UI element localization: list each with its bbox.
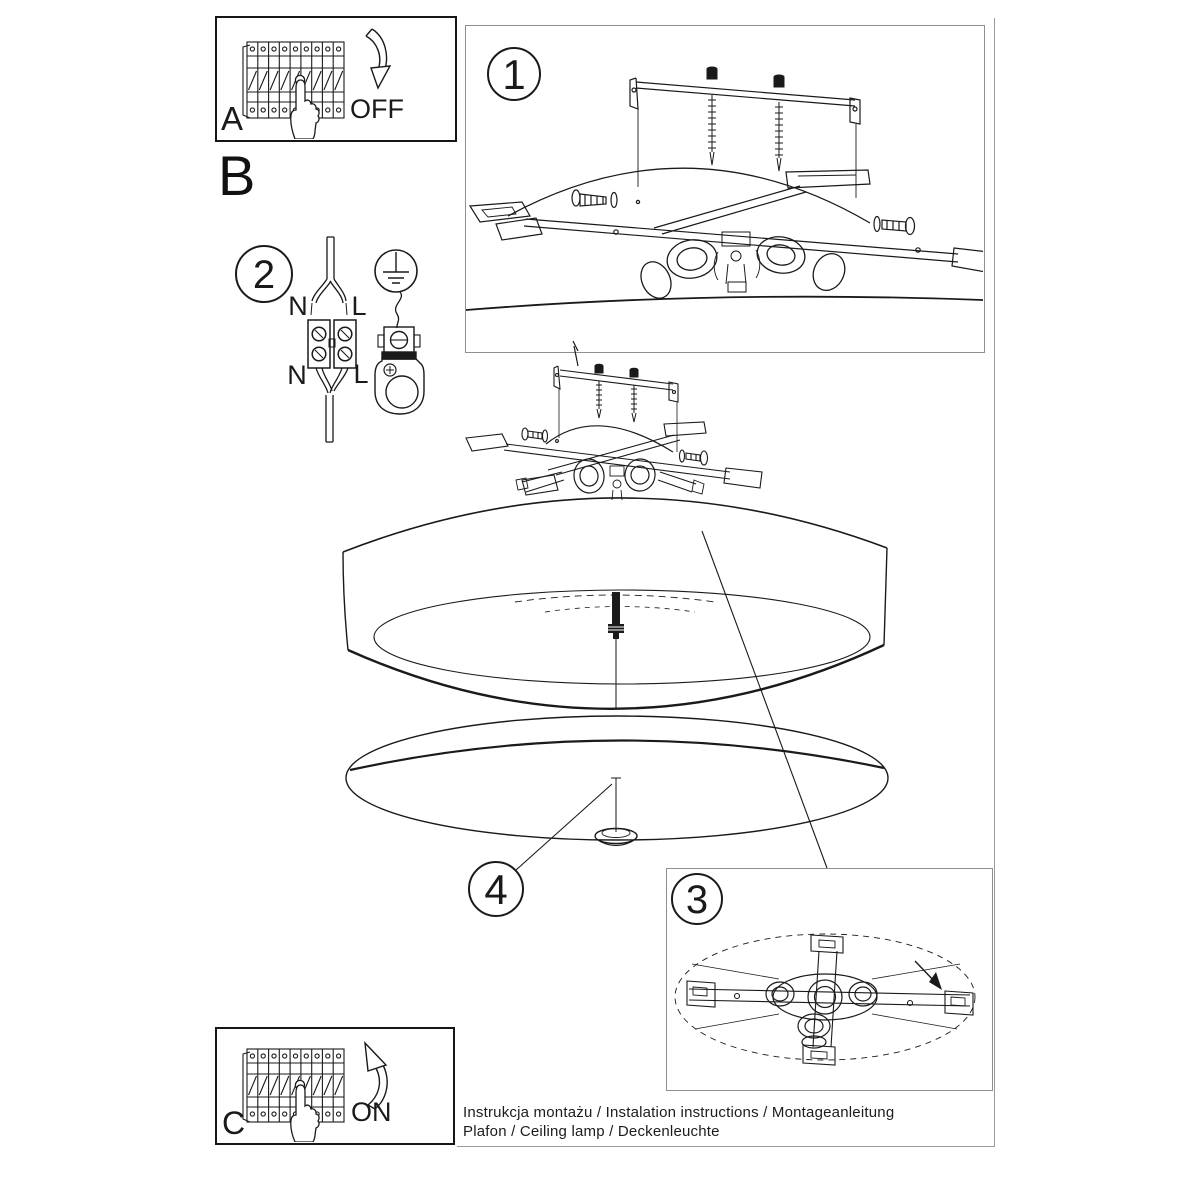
- mounting-screw-icon: [595, 364, 638, 422]
- wire-label-top-l: L: [351, 291, 367, 321]
- cross-arm-icon: [687, 935, 973, 1065]
- canopy-dome-icon: [508, 168, 870, 223]
- panel-a-label: A: [221, 100, 244, 137]
- panel-c-action-label: ON: [351, 1097, 392, 1127]
- footer-text: [463, 1103, 993, 1141]
- ground-wire-icon: [396, 292, 402, 328]
- step2-number: 2: [252, 253, 276, 297]
- panel-c-illustration: [217, 1029, 452, 1142]
- step3-number: 3: [685, 878, 709, 922]
- circuit-breaker-panel-icon: [243, 42, 344, 118]
- canopy-dome-icon: [546, 426, 673, 452]
- panel-a-action-label: OFF: [350, 94, 404, 124]
- shade-edge-arc: [466, 297, 983, 310]
- rotate-arrow-icon: [915, 961, 942, 990]
- side-screw-left-icon: [572, 190, 640, 208]
- curved-arrow-down-icon: [366, 29, 390, 88]
- step3-illustration: [667, 869, 991, 1089]
- shade-outline-dashed: [675, 934, 975, 1060]
- center-rod-icon: [608, 592, 624, 708]
- section-b-label: B: [218, 144, 256, 207]
- pointing-hand-icon: [291, 1085, 319, 1142]
- step1-number: 1: [502, 51, 526, 98]
- ceiling-bracket-icon: [630, 78, 860, 198]
- panel-c-label: C: [222, 1105, 246, 1141]
- side-screw-right-icon: [680, 450, 708, 465]
- cable-stub: [574, 346, 578, 366]
- circuit-breaker-panel-icon: [243, 1049, 344, 1122]
- panel-a-illustration: [217, 18, 454, 139]
- pointing-hand-icon: [291, 80, 319, 139]
- supply-cable-icon: [311, 237, 347, 315]
- wire-label-top-n: N: [288, 291, 308, 321]
- breaker-screws-top: [250, 1054, 340, 1058]
- panel-c-box: [215, 1027, 455, 1145]
- step4-number: 4: [484, 866, 508, 913]
- lamp-hub-icon: [766, 974, 877, 1048]
- step3-box: [666, 868, 993, 1091]
- step1-illustration: [466, 26, 983, 351]
- step4-leader-line: [516, 784, 612, 870]
- diffuser-disc-icon: [346, 716, 888, 846]
- side-screw-left-icon: [522, 428, 558, 442]
- panel-a-box: [215, 16, 457, 142]
- exploded-view-diagram: [330, 340, 890, 920]
- wire-label-bottom-n: N: [287, 360, 307, 390]
- step1-box: [465, 25, 985, 353]
- side-screw-right-icon: [874, 217, 915, 235]
- wire-label-bottom-l: L: [353, 359, 369, 389]
- footer-line-2: Plafon / Ceiling lamp / Deckenleuchte: [463, 1123, 720, 1140]
- mounting-screw-icon: [707, 67, 784, 171]
- cross-arm-icon: [466, 422, 762, 495]
- footer-line-1: Instrukcja montażu / Instalation instructions / Montageanleitung: [463, 1104, 895, 1121]
- earth-ground-symbol-icon: [375, 250, 417, 292]
- breaker-screws-top: [250, 47, 340, 51]
